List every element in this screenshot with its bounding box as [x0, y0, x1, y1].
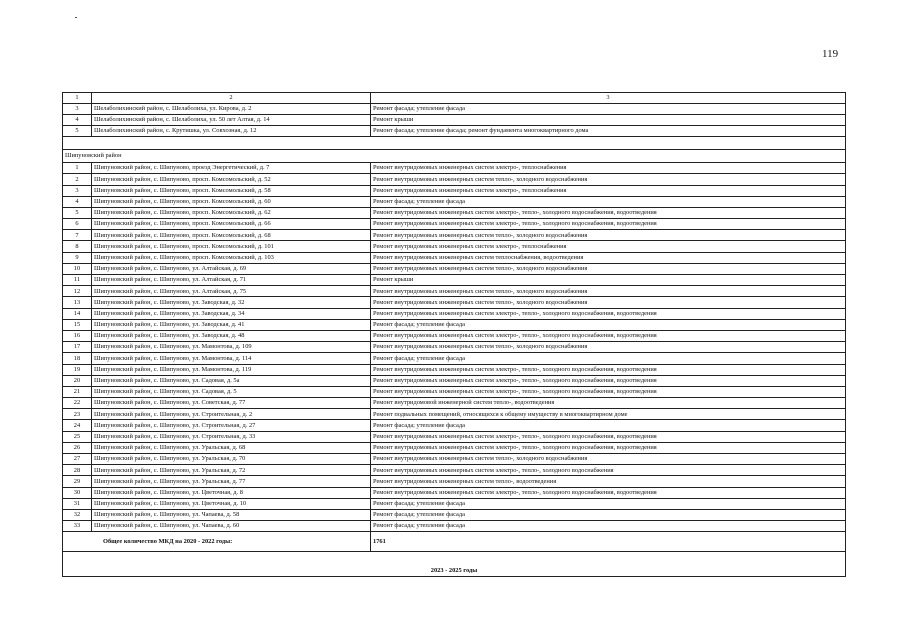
row-address: Шелаболихинский район, с. Шелаболиха, ул. 50 лет Алтая, д. 14	[92, 114, 371, 125]
row-address: Шипуновский район, с. Шипуново, просп. Комсомольский, д. 103	[92, 252, 371, 263]
total-value: 1761	[371, 532, 846, 552]
row-number: 5	[63, 125, 92, 136]
row-work-type: Ремонт внутридомовых инженерных систем электро-, тепло-, холодного водоснабжения, водоотведения	[371, 442, 846, 453]
row-address: Шипуновский район, с. Шипуново, ул. Цветочная, д. 8	[92, 487, 371, 498]
repair-register-table	[62, 92, 846, 577]
row-address: Шипуновский район, с. Шипуново, ул. Строительная, д. 27	[92, 420, 371, 431]
table-row	[63, 330, 846, 341]
row-address: Шипуновский район, с. Шипуново, просп. Комсомольский, д. 68	[92, 230, 371, 241]
table-row	[63, 196, 846, 207]
row-number: 26	[63, 442, 92, 453]
row-address: Шипуновский район, с. Шипуново, ул. Чапаева, д. 58	[92, 509, 371, 520]
row-address: Шипуновский район, с. Шипуново, ул. Мамонтова, д. 114	[92, 353, 371, 364]
row-address: Шипуновский район, с. Шипуново, ул. Строительная, д. 33	[92, 431, 371, 442]
row-number: 3	[63, 185, 92, 196]
row-address: Шелаболихинский район, с. Шелаболиха, ул. Кирова, д. 2	[92, 103, 371, 114]
row-number: 27	[63, 454, 92, 465]
row-address: Шипуновский район, с. Шипуново, ул. Уральская, д. 77	[92, 476, 371, 487]
row-work-type: Ремонт внутридомовых инженерных систем электро-, тепло-, холодного водоснабжения, водоотведения	[371, 207, 846, 218]
row-address: Шипуновский район, с. Шипуново, ул. Советская, д. 77	[92, 398, 371, 409]
row-address: Шипуновский район, с. Шипуново, просп. Комсомольский, д. 101	[92, 241, 371, 252]
row-address: Шипуновский район, с. Шипуново, ул. Алтайская, д. 75	[92, 286, 371, 297]
row-address: Шипуновский район, с. Шипуново, ул. Заводская, д. 34	[92, 308, 371, 319]
row-work-type: Ремонт внутридомовых инженерных систем тепло-, холодного водоснабжения	[371, 174, 846, 185]
table-row	[63, 286, 846, 297]
blank-row	[63, 137, 846, 150]
row-work-type: Ремонт внутридомовых инженерных систем тепло-, водоотведения	[371, 476, 846, 487]
row-work-type: Ремонт внутридомовых инженерных систем тепло-, холодного водоснабжения	[371, 342, 846, 353]
row-number: 8	[63, 241, 92, 252]
table-row	[63, 521, 846, 532]
table-row	[63, 103, 846, 114]
row-number: 18	[63, 353, 92, 364]
table-row	[63, 509, 846, 520]
row-number: 30	[63, 487, 92, 498]
table-row	[63, 219, 846, 230]
row-work-type: Ремонт подвальных помещений, относящихся к общему имуществу в многоквартирном доме	[371, 409, 846, 420]
district-title: Шипуновский район	[63, 150, 846, 163]
table-row	[63, 342, 846, 353]
row-work-type: Ремонт внутридомовых инженерных систем электро-, тепло-, холодного водоснабжения, водоотведения	[371, 308, 846, 319]
row-work-type: Ремонт внутридомовых инженерных систем электро-, тепло-, холодного водоснабжения, водоотведения	[371, 330, 846, 341]
table-row	[63, 230, 846, 241]
table-row	[63, 409, 846, 420]
row-number: 12	[63, 286, 92, 297]
column-number-row	[63, 93, 846, 104]
row-number: 9	[63, 252, 92, 263]
table-row	[63, 487, 846, 498]
row-number: 24	[63, 420, 92, 431]
row-address: Шипуновский район, с. Шипуново, ул. Заводская, д. 41	[92, 319, 371, 330]
row-address: Шипуновский район, с. Шипуново, ул. Алтайская, д. 69	[92, 263, 371, 274]
period-heading-row	[63, 552, 846, 577]
table-row	[63, 275, 846, 286]
row-number: 28	[63, 465, 92, 476]
row-work-type: Ремонт фасада; утепление фасада	[371, 353, 846, 364]
row-work-type: Ремонт фасада; утепление фасада	[371, 319, 846, 330]
table-row	[63, 398, 846, 409]
row-address: Шипуновский район, с. Шипуново, ул. Уральская, д. 72	[92, 465, 371, 476]
row-work-type: Ремонт фасада; утепление фасада	[371, 521, 846, 532]
row-work-type: Ремонт внутридомовых инженерных систем тепло-, холодного водоснабжения	[371, 297, 846, 308]
row-work-type: Ремонт внутридомовых инженерных систем электро-, теплоснабжения	[371, 241, 846, 252]
row-address: Шипуновский район, с. Шипуново, ул. Садовая, д. 5а	[92, 375, 371, 386]
row-address: Шипуновский район, с. Шипуново, просп. Комсомольский, д. 52	[92, 174, 371, 185]
row-work-type: Ремонт внутридомовых инженерных систем электро-, теплоснабжения	[371, 185, 846, 196]
row-work-type: Ремонт внутридомовых инженерных систем электро-, тепло-, холодного водоснабжения, водоотведения	[371, 431, 846, 442]
table-row	[63, 241, 846, 252]
row-work-type: Ремонт внутридомовых инженерных систем тепло-, холодного водоснабжения	[371, 230, 846, 241]
row-address: Шипуновский район, с. Шипуново, ул. Алтайская, д. 71	[92, 275, 371, 286]
row-number: 22	[63, 398, 92, 409]
row-work-type: Ремонт внутридомовых инженерных систем теплоснабжения, водоотведения	[371, 252, 846, 263]
table-row	[63, 364, 846, 375]
row-number: 2	[63, 174, 92, 185]
row-address: Шипуновский район, с. Шипуново, просп. Комсомольский, д. 60	[92, 196, 371, 207]
table-row	[63, 353, 846, 364]
total-row	[63, 532, 846, 552]
row-work-type: Ремонт внутридомовых инженерных систем электро-, тепло-, холодного водоснабжения, водоотведения	[371, 487, 846, 498]
row-address: Шипуновский район, с. Шипуново, ул. Мамонтова, д. 109	[92, 342, 371, 353]
column-number-3: 3	[371, 93, 846, 104]
scan-speck	[75, 17, 77, 18]
row-number: 1	[63, 163, 92, 174]
row-work-type: Ремонт внутридомовых инженерных систем тепло-, холодного водоснабжения	[371, 263, 846, 274]
row-number: 6	[63, 219, 92, 230]
row-address: Шипуновский район, с. Шипуново, просп. Комсомольский, д. 66	[92, 219, 371, 230]
table-row	[63, 185, 846, 196]
table-row	[63, 476, 846, 487]
total-label: Общее количество МКД на 2020 - 2022 годы:	[63, 532, 371, 552]
table-row	[63, 174, 846, 185]
row-number: 20	[63, 375, 92, 386]
row-number: 3	[63, 103, 92, 114]
row-address: Шипуновский район, с. Шипуново, ул. Садовая, д. 5	[92, 386, 371, 397]
table-row	[63, 420, 846, 431]
table-row	[63, 386, 846, 397]
row-number: 4	[63, 114, 92, 125]
row-address: Шипуновский район, с. Шипуново, ул. Строительная, д. 2	[92, 409, 371, 420]
table-row	[63, 125, 846, 136]
row-number: 5	[63, 207, 92, 218]
table-row	[63, 498, 846, 509]
row-number: 19	[63, 364, 92, 375]
row-number: 17	[63, 342, 92, 353]
row-number: 10	[63, 263, 92, 274]
row-number: 7	[63, 230, 92, 241]
row-work-type: Ремонт внутридомовых инженерных систем электро-, тепло-, холодного водоснабжения	[371, 465, 846, 476]
row-address: Шипуновский район, с. Шипуново, ул. Уральская, д. 70	[92, 454, 371, 465]
table-row	[63, 465, 846, 476]
table-row	[63, 431, 846, 442]
row-work-type: Ремонт фасада; утепление фасада	[371, 509, 846, 520]
row-number: 15	[63, 319, 92, 330]
row-number: 4	[63, 196, 92, 207]
row-work-type: Ремонт внутридомовых инженерных систем электро-, тепло-, холодного водоснабжения, водоотведения	[371, 219, 846, 230]
row-work-type: Ремонт внутридомовых инженерных систем электро-, теплоснабжения	[371, 163, 846, 174]
row-number: 31	[63, 498, 92, 509]
row-work-type: Ремонт внутридомовой инженерной систем тепло-, водоотведения	[371, 398, 846, 409]
row-work-type: Ремонт крыши	[371, 275, 846, 286]
table-row	[63, 319, 846, 330]
row-number: 16	[63, 330, 92, 341]
table-row	[63, 163, 846, 174]
period-heading: 2023 - 2025 годы	[63, 552, 846, 577]
row-number: 33	[63, 521, 92, 532]
row-number: 13	[63, 297, 92, 308]
district-section-row	[63, 150, 846, 163]
row-number: 14	[63, 308, 92, 319]
page-number: 119	[822, 48, 839, 60]
column-number-1: 1	[63, 93, 92, 104]
row-work-type: Ремонт внутридомовых инженерных систем электро-, тепло-, холодного водоснабжения, водоотведения	[371, 386, 846, 397]
row-address: Шипуновский район, с. Шипуново, просп. Комсомольский, д. 62	[92, 207, 371, 218]
row-address: Шипуновский район, с. Шипуново, ул. Заводская, д. 32	[92, 297, 371, 308]
row-work-type: Ремонт фасада; утепление фасада; ремонт фундамента многоквартирного дома	[371, 125, 846, 136]
row-work-type: Ремонт фасада; утепление фасада	[371, 103, 846, 114]
row-address: Шипуновский район, с. Шипуново, ул. Цветочная, д. 10	[92, 498, 371, 509]
row-address: Шипуновский район, с. Шипуново, ул. Мамонтова, д. 119	[92, 364, 371, 375]
row-number: 25	[63, 431, 92, 442]
row-work-type: Ремонт внутридомовых инженерных систем электро-, тепло-, холодного водоснабжения, водоотведения	[371, 364, 846, 375]
table-row	[63, 114, 846, 125]
row-work-type: Ремонт внутридомовых инженерных систем электро-, тепло-, холодного водоснабжения, водоотведения	[371, 375, 846, 386]
row-address: Шипуновский район, с. Шипуново, ул. Заводская, д. 48	[92, 330, 371, 341]
table-row	[63, 207, 846, 218]
row-work-type: Ремонт фасада; утепление фасада	[371, 498, 846, 509]
row-number: 21	[63, 386, 92, 397]
table-row	[63, 442, 846, 453]
table-body	[63, 93, 846, 577]
row-work-type: Ремонт внутридомовых инженерных систем тепло-, холодного водоснабжения	[371, 286, 846, 297]
row-number: 29	[63, 476, 92, 487]
table-row	[63, 297, 846, 308]
row-address: Шипуновский район, с. Шипуново, ул. Чапаева, д. 60	[92, 521, 371, 532]
row-number: 23	[63, 409, 92, 420]
row-address: Шелаболихинский район, с. Крутишка, ул. Совхозная, д. 12	[92, 125, 371, 136]
row-number: 32	[63, 509, 92, 520]
row-work-type: Ремонт внутридомовых инженерных систем тепло-, холодного водоснабжения	[371, 454, 846, 465]
table-row	[63, 263, 846, 274]
row-work-type: Ремонт фасада; утепление фасада	[371, 420, 846, 431]
row-address: Шипуновский район, с. Шипуново, просп. Комсомольский, д. 58	[92, 185, 371, 196]
column-number-2: 2	[92, 93, 371, 104]
table-row	[63, 308, 846, 319]
row-number: 11	[63, 275, 92, 286]
table-row	[63, 252, 846, 263]
table-row	[63, 375, 846, 386]
row-work-type: Ремонт фасада; утепление фасада	[371, 196, 846, 207]
row-address: Шипуновский район, с. Шипуново, проезд Энергетический, д. 7	[92, 163, 371, 174]
row-address: Шипуновский район, с. Шипуново, ул. Уральская, д. 68	[92, 442, 371, 453]
blank-cell	[63, 137, 846, 150]
table-row	[63, 454, 846, 465]
row-work-type: Ремонт крыши	[371, 114, 846, 125]
